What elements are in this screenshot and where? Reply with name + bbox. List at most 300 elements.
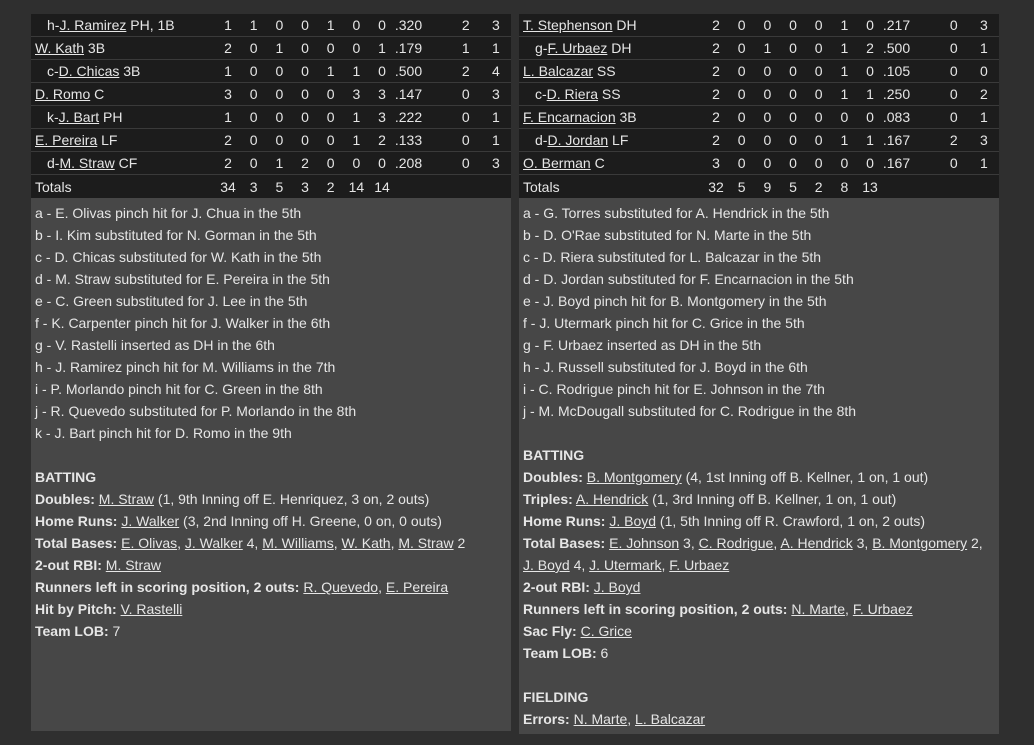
total-so: 8 [832,175,858,199]
position: DH [612,17,637,33]
stat-col-10: 0 [451,83,481,106]
player-link[interactable]: R. Quevedo [303,579,379,595]
stat-r: 0 [729,14,755,37]
player-row [519,14,999,37]
stat-bb: 0 [806,83,832,106]
position: CF [114,155,138,171]
player-link[interactable]: M. Straw [398,535,454,551]
total-r: 5 [729,175,755,199]
stat-text: , [845,601,853,617]
totals-row [31,175,511,199]
player-link[interactable]: F. Urbaez [852,601,913,617]
sub-prefix: k- [47,109,59,125]
stat-label: 2-out RBI: [523,579,590,595]
player-row [519,60,999,83]
stat-col-10: 0 [451,106,481,129]
stat-col-11: 0 [969,60,999,83]
stat-so: 1 [832,60,858,83]
stat-col-10: 0 [939,83,969,106]
position: PH, 1B [126,17,175,33]
stat-r: 1 [241,14,267,37]
stat-ab: 2 [215,152,241,175]
stat-bb: 0 [806,152,832,175]
stat-rbi: 0 [780,37,806,60]
sub-prefix: c- [535,86,547,102]
stat-so: 0 [344,152,370,175]
stat-text: (4, 1st Inning off B. Kellner, 1 on, 1 out) [681,469,929,485]
stat-text: 3, [679,535,699,551]
section-title: BATTING [523,447,585,463]
stat-col-11: 1 [481,129,511,152]
stat-avg: .105 [883,60,939,83]
stat-rbi: 0 [292,129,318,152]
stat-line [35,576,507,598]
stat-so: 1 [344,129,370,152]
stat-so: 0 [832,152,858,175]
stat-h: 0 [267,60,293,83]
stat-col-11: 1 [481,37,511,60]
player-link[interactable]: M. Straw [59,155,115,171]
player-link[interactable]: M. Straw [105,557,162,573]
player-row [31,37,511,60]
substitution-note: b - I. Kim substituted for N. Gorman in the 5th [35,227,317,243]
stat-col-11: 1 [969,37,999,60]
stat-ab: 2 [703,129,729,152]
stat-rbi: 0 [780,152,806,175]
totals-body [519,175,999,199]
stat-lob: 1 [369,37,395,60]
stat-avg: .250 [883,83,939,106]
total-ab: 32 [703,175,729,199]
totals-body [31,175,511,199]
stat-line [35,488,507,510]
section-spacer [523,664,995,686]
stat-r: 0 [729,83,755,106]
stat-lob: 1 [857,129,883,152]
position: DH [607,40,632,56]
player-link[interactable]: E. Pereira [385,579,449,595]
player-link[interactable]: N. Marte [791,601,846,617]
stat-col-11: 1 [969,152,999,175]
player-link[interactable]: N. Marte [573,711,628,727]
player-rows [31,14,511,175]
player-cell [31,60,215,83]
stat-so: 0 [832,106,858,129]
player-cell [519,60,703,83]
position: 3B [84,40,106,56]
player-link[interactable]: A. Hendrick [780,535,853,551]
stat-h: 1 [755,37,781,60]
stat-line [523,620,995,642]
player-link[interactable]: F. Urbaez [547,40,608,56]
player-row [519,152,999,175]
substitution-note: d - D. Jordan substituted for F. Encarnacion in the 5th [523,271,854,287]
player-link[interactable]: E. Johnson [609,535,680,551]
player-link[interactable]: J. Ramirez [59,17,127,33]
stat-r: 0 [241,106,267,129]
player-row [519,37,999,60]
stat-text: 3, [852,535,873,551]
stat-text: (1, 3rd Inning off B. Kellner, 1 on, 1 out) [648,491,897,507]
player-rows [519,14,999,175]
sub-prefix: c- [47,63,59,79]
stat-col-10: 2 [451,14,481,37]
position: C [90,86,105,102]
player-link[interactable]: D. Riera [546,86,599,102]
totals-label: Totals [519,175,703,199]
stat-r: 0 [729,152,755,175]
stat-h: 0 [267,14,293,37]
stat-text: 4, [569,557,590,573]
player-link[interactable]: T. Stephenson [523,17,613,33]
player-link[interactable]: F. Urbaez [669,557,730,573]
substitution-note: f - K. Carpenter pinch hit for J. Walker in the 6th [35,315,331,331]
stat-r: 0 [729,106,755,129]
stat-avg: .208 [395,152,451,175]
position: SS [593,63,616,79]
substitution-note: j - M. McDougall substituted for C. Rodrigue in the 8th [523,403,857,419]
player-link[interactable]: W. Kath [35,40,85,56]
player-cell [519,14,703,37]
stat-label: Runners left in scoring position, 2 outs: [35,579,300,595]
player-link[interactable]: O. Berman [523,155,591,171]
total-lob: 14 [369,175,395,199]
substitution-note: k - J. Bart pinch hit for D. Romo in the 9th [35,425,292,441]
player-row [31,83,511,106]
stat-line [523,488,995,510]
total-r: 3 [241,175,267,199]
stat-r: 0 [729,60,755,83]
stat-avg: .083 [883,106,939,129]
substitution-note: i - C. Rodrigue pinch hit for E. Johnson in the 7th [523,381,825,397]
stat-text: , [390,535,399,551]
stat-h: 0 [755,152,781,175]
stat-label: Total Bases: [35,535,118,551]
stat-bb: 0 [318,152,344,175]
player-link[interactable]: M. Straw [98,491,155,507]
stat-lob: 0 [857,152,883,175]
stat-col-10: 0 [939,106,969,129]
stat-avg: .167 [883,129,939,152]
stat-text: 4, [242,535,263,551]
batting-table [31,14,511,198]
stat-label: Home Runs: [523,513,606,529]
stat-rbi: 0 [780,14,806,37]
player-link[interactable]: D. Jordan [547,132,609,148]
stat-col-10: 0 [939,37,969,60]
stat-line [523,642,995,664]
home-team-boxscore [519,14,999,734]
stat-r: 0 [729,37,755,60]
total-bb: 2 [806,175,832,199]
stat-label: Errors: [523,711,570,727]
stat-bb: 0 [806,60,832,83]
total-empty [939,175,969,199]
position: SS [598,86,621,102]
total-bb: 2 [318,175,344,199]
player-link[interactable]: J. Walker [184,535,243,551]
player-row [519,106,999,129]
stat-bb: 0 [806,14,832,37]
stat-h: 0 [755,129,781,152]
notes-section [31,198,511,731]
stat-so: 1 [832,129,858,152]
total-ab: 34 [215,175,241,199]
stat-label: Runners left in scoring position, 2 outs: [523,601,788,617]
stat-ab: 1 [215,106,241,129]
player-link[interactable]: C. Rodrigue [698,535,774,551]
stat-so: 0 [344,14,370,37]
player-row [31,129,511,152]
player-link[interactable]: B. Montgomery [872,535,968,551]
stat-ab: 3 [215,83,241,106]
player-link[interactable]: D. Chicas [58,63,120,79]
substitution-note: d - M. Straw substituted for E. Pereira in the 5th [35,271,330,287]
stat-so: 1 [832,83,858,106]
player-link[interactable]: L. Balcazar [635,711,706,727]
player-row [31,152,511,175]
total-empty [481,175,511,199]
stat-lob: 2 [857,37,883,60]
stat-col-11: 3 [969,129,999,152]
total-empty [451,175,481,199]
substitution-note: j - R. Quevedo substituted for P. Morlando in the 8th [35,403,357,419]
player-cell [31,129,215,152]
stat-rbi: 0 [292,83,318,106]
player-link[interactable]: C. Grice [580,623,632,639]
stat-lob: 3 [369,83,395,106]
stat-r: 0 [729,129,755,152]
stat-col-10: 0 [939,60,969,83]
totals-label: Totals [31,175,215,199]
stat-line [35,532,507,554]
stat-text: , [378,579,386,595]
stat-col-10: 0 [451,152,481,175]
player-cell [31,37,215,60]
stat-label: Team LOB: [523,645,597,661]
stat-lob: 3 [369,106,395,129]
stat-avg: .133 [395,129,451,152]
total-empty [969,175,999,199]
player-cell [31,14,215,37]
position: C [590,155,605,171]
stat-rbi: 0 [780,106,806,129]
stat-line [523,576,995,598]
stat-label: Doubles: [35,491,95,507]
stat-r: 0 [241,152,267,175]
stat-bb: 0 [806,129,832,152]
stat-so: 1 [832,37,858,60]
stat-so: 3 [344,83,370,106]
stat-h: 0 [755,83,781,106]
player-link[interactable]: J. Boyd [609,513,657,529]
stat-col-11: 4 [481,60,511,83]
stat-so: 1 [344,60,370,83]
stat-text: , [177,535,185,551]
stat-so: 1 [832,14,858,37]
stat-h: 0 [755,14,781,37]
stat-line [523,708,995,730]
stat-bb: 0 [806,37,832,60]
stat-text: 7 [112,623,121,639]
stat-lob: 0 [857,106,883,129]
stat-label: Triples: [523,491,573,507]
player-row [519,83,999,106]
player-cell [31,106,215,129]
stat-lob: 2 [369,129,395,152]
stat-avg: .320 [395,14,451,37]
stat-ab: 3 [703,152,729,175]
sub-prefix: d- [47,155,60,171]
substitution-note: f - J. Utermark pinch hit for C. Grice in the 5th [523,315,805,331]
player-link[interactable]: B. Montgomery [586,469,682,485]
substitution-note: i - P. Morlando pinch hit for C. Green in the 8th [35,381,323,397]
player-link[interactable]: J. Boyd [523,557,570,573]
stat-bb: 1 [318,60,344,83]
substitution-note: e - C. Green substituted for J. Lee in the 5th [35,293,308,309]
stat-col-11: 3 [481,83,511,106]
stat-lob: 1 [857,83,883,106]
stat-rbi: 0 [780,60,806,83]
stat-ab: 2 [703,14,729,37]
stat-r: 0 [241,83,267,106]
stat-r: 0 [241,37,267,60]
stat-rbi: 0 [292,37,318,60]
stat-ab: 2 [215,129,241,152]
player-link[interactable]: A. Hendrick [575,491,649,507]
player-cell [519,129,703,152]
stat-h: 0 [755,60,781,83]
stat-h: 1 [267,37,293,60]
stat-text: , [627,711,636,727]
total-rbi: 5 [780,175,806,199]
stat-line [523,466,995,488]
player-cell [31,83,215,106]
stat-lob: 0 [857,60,883,83]
player-link[interactable]: J. Walker [121,513,180,529]
substitution-notes [35,202,507,444]
stat-bb: 0 [318,83,344,106]
stat-col-10: 0 [939,152,969,175]
notes-section [519,198,999,734]
stat-h: 0 [267,129,293,152]
stat-col-10: 2 [939,129,969,152]
stat-label: Home Runs: [35,513,118,529]
stat-avg: .500 [883,37,939,60]
stat-col-10: 2 [451,60,481,83]
substitution-notes [523,202,995,422]
total-so: 14 [344,175,370,199]
stat-ab: 2 [703,37,729,60]
total-empty [395,175,451,199]
section-title: BATTING [35,469,97,485]
stat-avg: .500 [395,60,451,83]
stat-ab: 1 [215,14,241,37]
player-link[interactable]: J. Boyd [593,579,641,595]
stat-bb: 0 [806,106,832,129]
player-row [31,14,511,37]
player-link[interactable]: L. Balcazar [523,63,594,79]
section-title: FIELDING [523,689,589,705]
stat-text: , [661,557,670,573]
substitution-note: e - J. Boyd pinch hit for B. Montgomery in the 5th [523,293,827,309]
stat-line [523,598,995,620]
stat-col-11: 2 [969,83,999,106]
position: LF [97,132,118,148]
stat-text: 2 [453,535,466,551]
player-link[interactable]: E. Olivas [121,535,178,551]
stat-lob: 0 [369,14,395,37]
stat-col-10: 0 [939,14,969,37]
position: PH [99,109,123,125]
player-link[interactable]: F. Encarnacion [523,109,616,125]
player-cell [519,106,703,129]
substitution-note: g - F. Urbaez inserted as DH in the 5th [523,337,762,353]
stat-ab: 2 [703,106,729,129]
stat-text: , [773,535,781,551]
player-row [31,60,511,83]
stat-text: 6 [600,645,609,661]
stat-h: 0 [267,106,293,129]
stat-avg: .147 [395,83,451,106]
stat-avg: .167 [883,152,939,175]
total-h: 9 [755,175,781,199]
stat-rbi: 0 [292,60,318,83]
player-link[interactable]: E. Pereira [35,132,98,148]
stat-bb: 0 [318,106,344,129]
stat-line [35,510,507,532]
player-link[interactable]: J. Bart [58,109,100,125]
stat-lob: 0 [369,152,395,175]
player-cell [31,152,215,175]
player-link[interactable]: W. Kath [341,535,391,551]
player-link[interactable]: J. Utermark [589,557,662,573]
player-cell [519,152,703,175]
stat-so: 0 [344,37,370,60]
stat-h: 0 [267,83,293,106]
section-spacer [35,444,507,466]
stat-text: , [333,535,342,551]
substitution-note: h - J. Ramirez pinch hit for M. Williams in the 7th [35,359,336,375]
totals-row [519,175,999,199]
stat-rbi: 0 [780,83,806,106]
stat-sections [35,444,507,642]
substitution-note: a - E. Olivas pinch hit for J. Chua in the 5th [35,205,302,221]
section-spacer [523,422,995,444]
stat-label: Total Bases: [523,535,606,551]
stat-rbi: 0 [780,129,806,152]
stat-text: (3, 2nd Inning off H. Greene, 0 on, 0 outs) [179,513,442,529]
stat-col-11: 1 [969,106,999,129]
player-link[interactable]: V. Rastelli [120,601,183,617]
batting-table [519,14,999,198]
total-rbi: 3 [292,175,318,199]
stat-line [523,532,995,576]
stat-h: 0 [755,106,781,129]
substitution-note: c - D. Riera substituted for L. Balcazar in the 5th [523,249,822,265]
substitution-note: c - D. Chicas substituted for W. Kath in the 5th [35,249,322,265]
stat-rbi: 0 [292,14,318,37]
stat-line [35,598,507,620]
stat-ab: 2 [703,60,729,83]
player-link[interactable]: M. Williams [262,535,334,551]
substitution-note: b - D. O'Rae substituted for N. Marte in the 5th [523,227,812,243]
player-link[interactable]: D. Romo [35,86,91,102]
stat-bb: 1 [318,14,344,37]
stat-h: 1 [267,152,293,175]
substitution-note: a - G. Torres substituted for A. Hendrick in the 5th [523,205,830,221]
position: LF [608,132,629,148]
